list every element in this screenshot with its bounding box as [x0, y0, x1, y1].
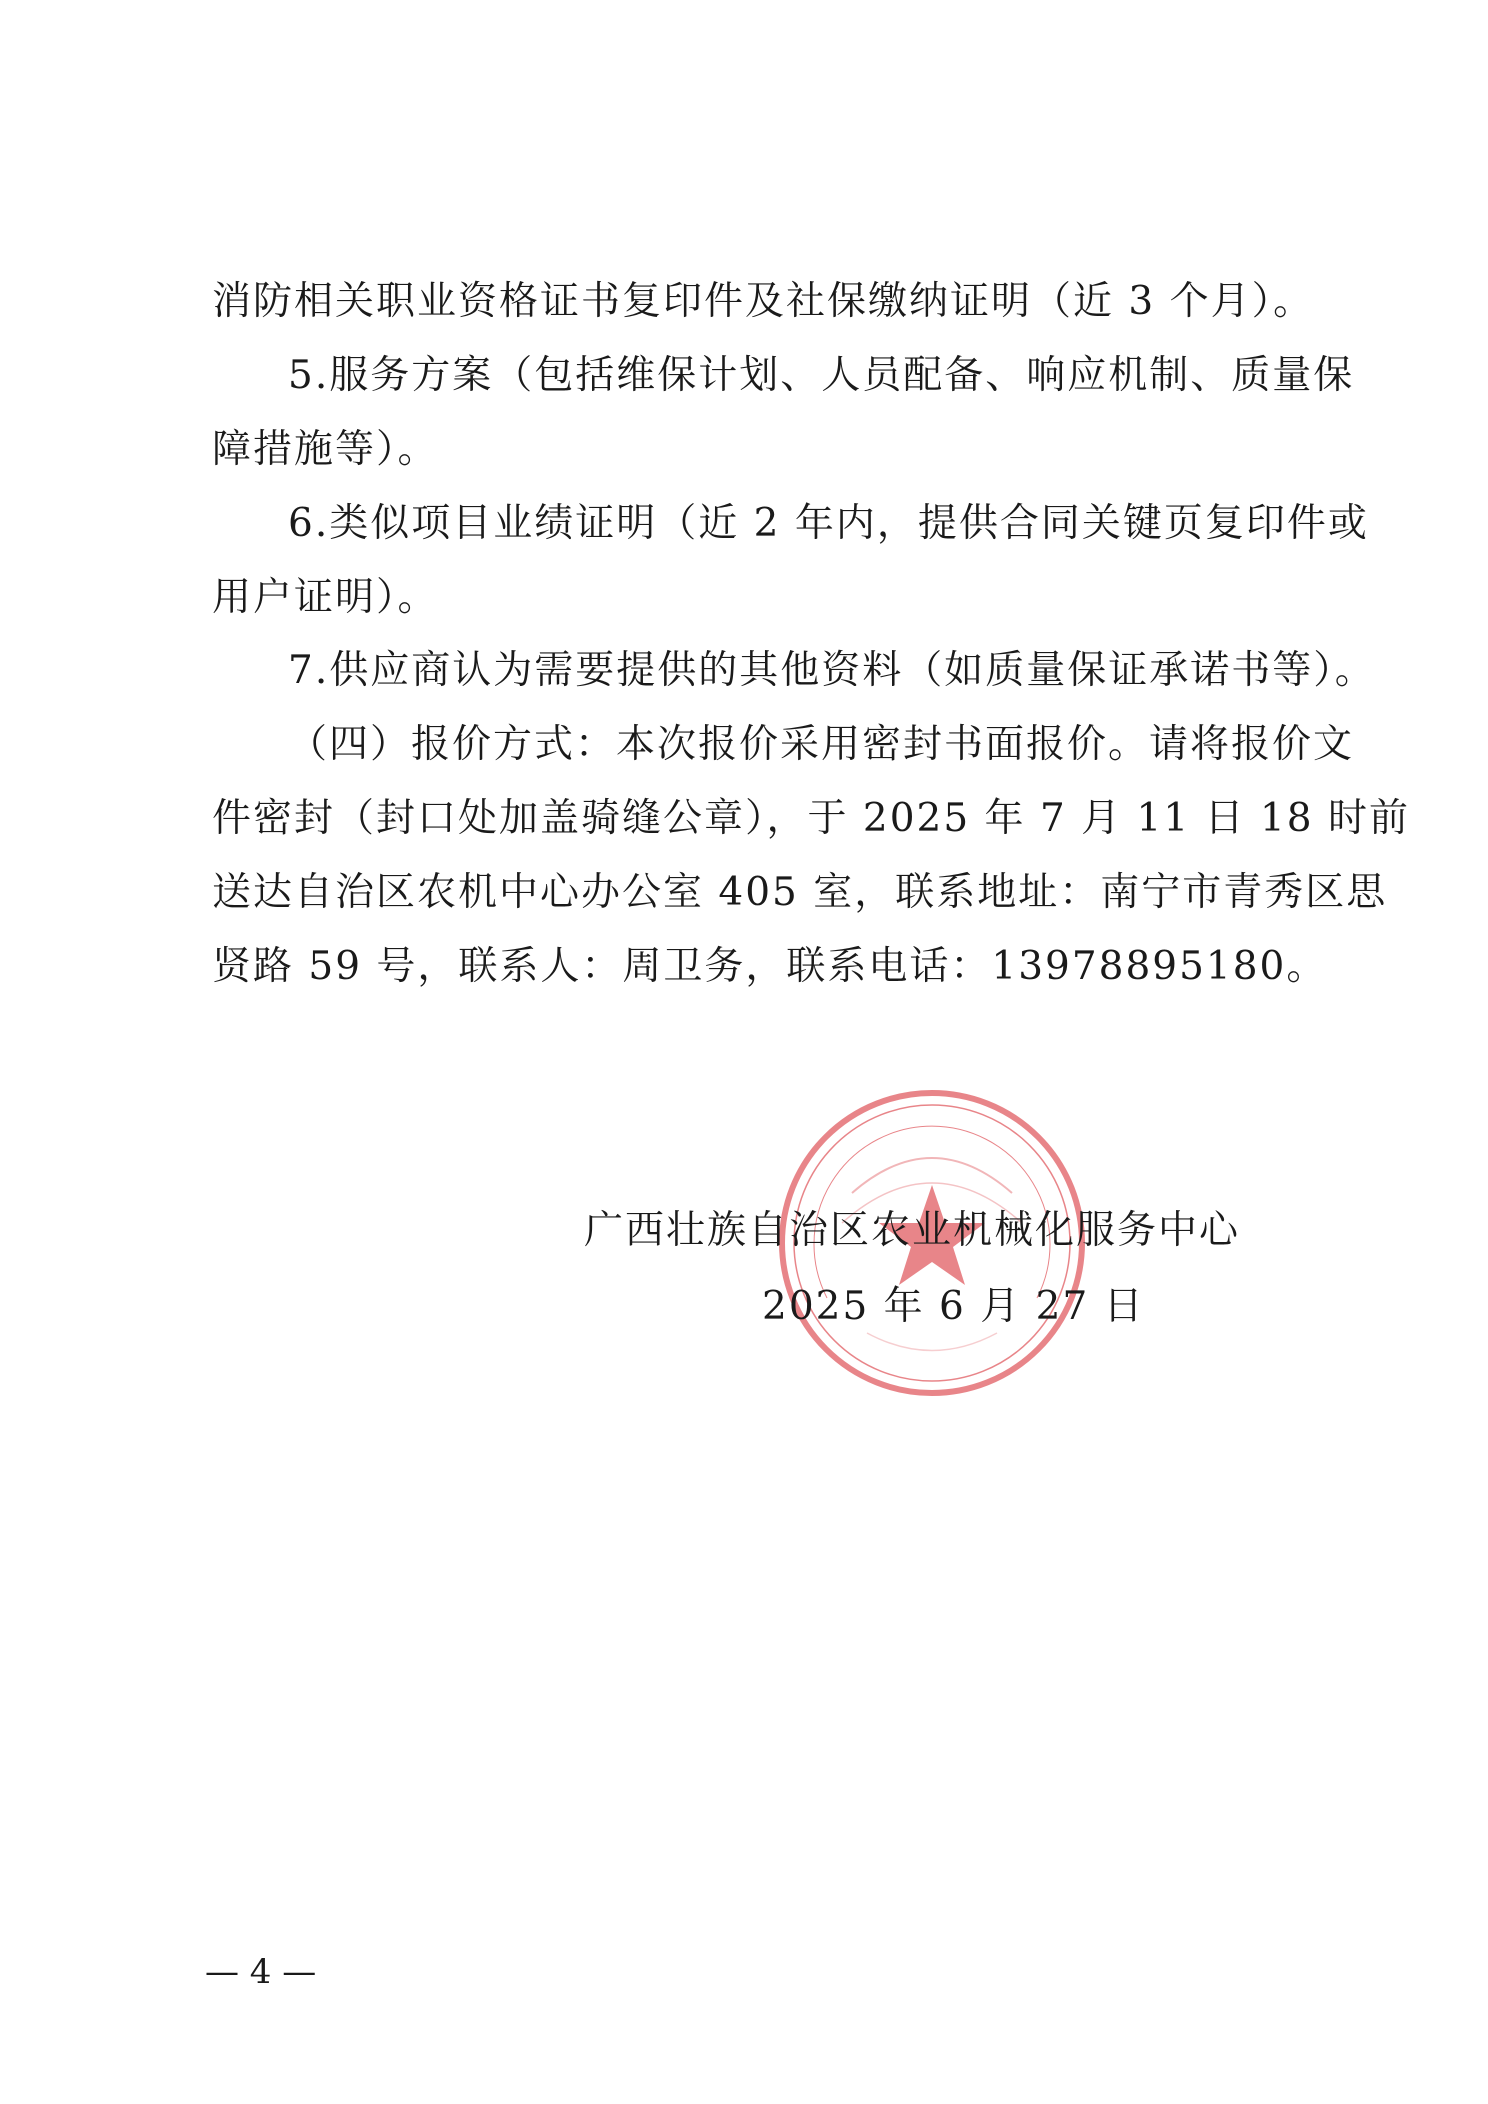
page-number: — 4 —: [205, 1952, 317, 1992]
body-line-9: 送达自治区农机中心办公室 405 室，联系地址：南宁市青秀区思: [212, 870, 1388, 915]
signature-organization: 广西壮族自治区农业机械化服务中心: [584, 1208, 1241, 1253]
signature-date: 2025 年 6 月 27 日: [762, 1284, 1145, 1329]
body-line-5: 用户证明）。: [212, 575, 439, 620]
body-line-3: 障措施等）。: [212, 427, 439, 472]
body-line-1: 消防相关职业资格证书复印件及社保缴纳证明（近 3 个月）。: [212, 279, 1315, 324]
body-line-7: （四）报价方式：本次报价采用密封书面报价。请将报价文: [288, 722, 1355, 767]
body-line-8: 件密封（封口处加盖骑缝公章），于 2025 年 7 月 11 日 18 时前: [212, 796, 1410, 841]
body-line-2: 5.服务方案（包括维保计划、人员配备、响应机制、质量保: [288, 353, 1355, 398]
body-line-10: 贤路 59 号，联系人：周卫务，联系电话：13978895180。: [212, 944, 1328, 989]
body-line-4: 6.类似项目业绩证明（近 2 年内，提供合同关键页复印件或: [288, 501, 1369, 546]
body-line-6: 7.供应商认为需要提供的其他资料（如质量保证承诺书等）。: [288, 648, 1376, 693]
